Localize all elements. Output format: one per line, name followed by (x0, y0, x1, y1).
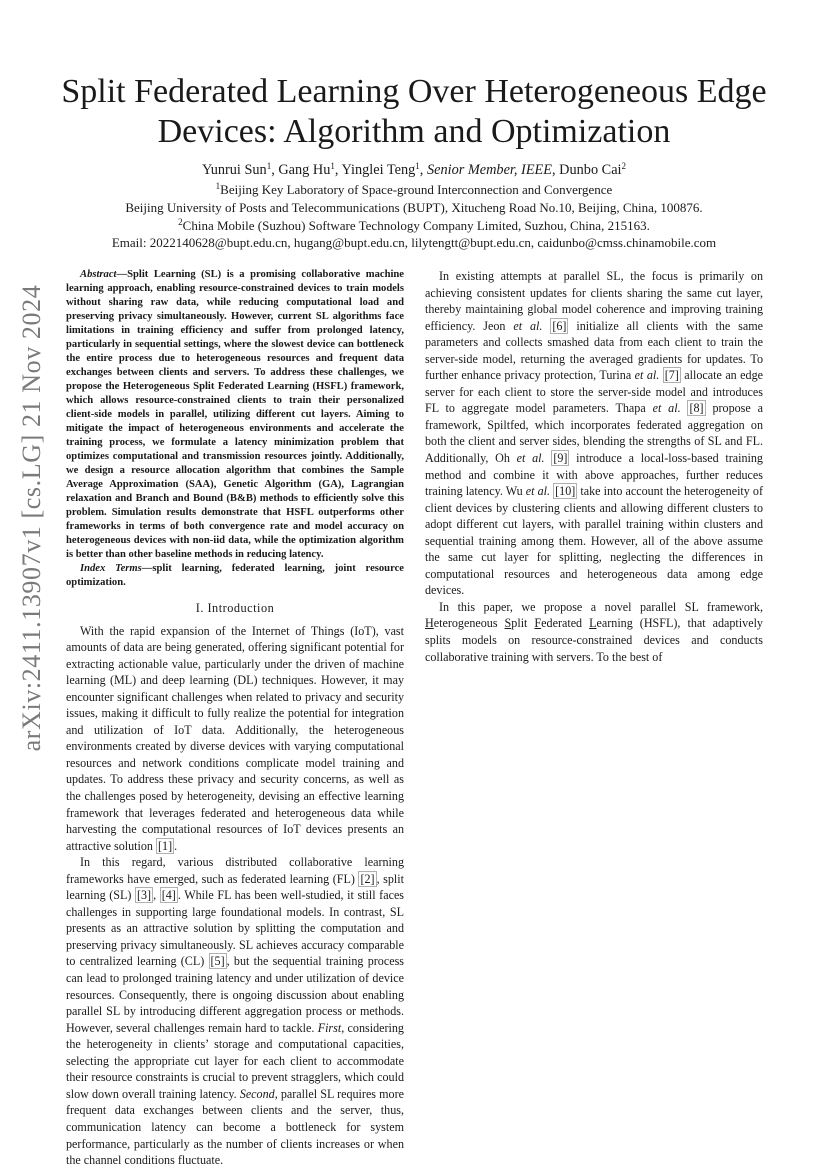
paper-title: Split Federated Learning Over Heterogeneous Edge Devices: Algorithm and Optimization (61, 73, 767, 150)
affiliation-marker: 2 (178, 217, 183, 227)
affiliation-2 (40, 217, 788, 234)
citation-link[interactable]: [7] (664, 368, 679, 383)
affiliation-1 (40, 181, 788, 198)
author-membership: Senior Member, IEEE (426, 162, 553, 178)
affiliation-marker: 1 (415, 161, 420, 171)
citation-link[interactable]: [9] (553, 451, 568, 466)
citation-link[interactable]: [10] (555, 484, 576, 499)
citation-link[interactable]: [1] (158, 838, 173, 853)
paragraph: With the rapid expansion of the Internet of Things (IoT), vast amounts of data are being generated, offering significant potential for extracting actionable value, particularly under the driven of machine learning (ML) and deep learning (DL) techniques. However, it may encounter significant challenges when related to privacy and security issues, making it difficult to fully realize the potential for integration and utilization of IoT data. Additionally, the heterogeneous environments created by diverse devices with varying computational resources and network conditions complicate model training and updates. To address these privacy and security concerns, as well as the challenges posed by heterogeneity, devising an effective learning framework that leverages federated and heterogeneous data while harvesting the computational resources of IoT devices presents an attractive solution [1] . (66, 623, 404, 853)
author-name: Yinglei Teng (341, 162, 416, 178)
author-name: Yunrui Sun (201, 162, 267, 178)
arxiv-sidebar-stamp (13, 276, 51, 760)
affiliation-marker: 1 (215, 181, 221, 191)
author-list: Yunrui Sun$^1$, Gang Hu$^1$, Yinglei Teng$^1$, Senior Member, IEEE, Dunbo Cai$^2$ (201, 161, 627, 178)
affiliation-text: Beijing Key Laboratory of Space-ground Interconnection and Convergence (220, 182, 613, 197)
abstract (66, 268, 404, 562)
citation-link[interactable]: [3] (136, 888, 152, 903)
paragraph: In this regard, various distributed collaborative learning frameworks have emerged, such as federated learning (FL) [2] , split learning (SL) [3] , [4] . While FL has been well-studied, it still faces challenges in supporting large foundational models. In contrast, SL presents as an attractive solution by splitting the computation and preserving privacy simultaneously. SL achieves accuracy comparable to centralized learning (CL) [5] , but the sequential training process can lead to prolonged training latency and under utilization of device resources. Consequently, there is ongoing discussion about enabling parallel SL by introducing different aggregation process or methods. However, several challenges remain hard to tackle. First, considering the heterogeneity in clients’ storage and computational capacities, selecting the appropriate cut layer for each client to accommodate their resource constraints is crucial to prevent stragglers, which could slow down overall training latency. Second, parallel SL requires more frequent data exchanges between clients and the server, thus, communication latency can become a bottleneck for system performance, particularly as the number of clients increases or when the channel conditions fluctuate. (66, 855, 405, 1168)
right-column (425, 268, 763, 665)
affiliation-marker: 1 (266, 161, 272, 171)
paragraph: In this paper, we propose a novel parallel SL framework, Heterogeneous Split Federated Learning (HSFL), that adaptively splits models on resource-constrained devices and conducts collaborative training with servers. To the best of (425, 599, 763, 664)
abstract-label: Abstract (80, 269, 117, 280)
citation-link[interactable]: [6] (552, 318, 567, 333)
citation-link[interactable]: [2] (360, 871, 375, 886)
left-column (66, 268, 404, 1169)
section-heading-introduction: I. Introduction (195, 601, 275, 615)
citation-link[interactable]: [8] (689, 401, 704, 416)
index-terms-text: —split learning, federated learning, joint resource optimization. (66, 563, 404, 588)
index-terms-label: Index Terms (80, 563, 142, 574)
author-name: Dunbo Cai (559, 162, 622, 178)
index-terms (66, 562, 404, 590)
affiliation-marker: 2 (621, 161, 627, 171)
citation-link[interactable]: [5] (210, 954, 225, 969)
abstract-text: —Split Learning (SL) is a promising collaborative machine learning approach, enabling resource-constrained devices to train models without sharing raw data, while reducing computational load and preserving privacy simultaneously. However, current SL algorithms face limitations in training efficiency and suffer from prolonged latency, particularly in sequential settings, where the slowest device can bottleneck the entire process due to heterogeneous resources and frequent data exchanges between clients and servers. To address these challenges, we propose the Heterogeneous Split Federated Learning (HSFL) framework, which allows resource-constrained clients to train their personalized client-side models in parallel, utilizing different cut layers. Aiming to mitigate the impact of heterogeneous environments and accelerate the training process, we formulate a latency minimization problem that optimizes computational and transmission resources jointly. Additionally, we design a resource allocation algorithm that combines the Sample Average Approximation (SAA), Genetic Algorithm (GA), Lagrangian relaxation and Branch and Bound (B&B) methods to efficiently solve this problem. Simulation results demonstrate that HSFL outperforms other frameworks in terms of both convergence rate and model accuracy on heterogeneous devices with non-iid data, while the optimization algorithm is better than other baseline methods in reducing latency. (66, 269, 404, 560)
arxiv-identifier: arXiv:2411.13907v1 [cs.LG] 21 Nov 2024 (17, 284, 46, 752)
author-emails: Email: 2022140628@bupt.edu.cn, hugang@bupt.edu.cn, lilytengtt@bupt.edu.cn, caidunbo@cmss.chinamobile.com (111, 235, 717, 250)
author-name: Gang Hu (278, 162, 331, 178)
affiliation-text: China Mobile (Suzhou) Software Technology Company Limited, Suzhou, China, 215163. (182, 218, 650, 233)
paragraph: In existing attempts at parallel SL, the focus is primarily on achieving consistent updates for clients sharing the same cut layer, thereby maintaining global model coherence and improving training efficiency. Jeon et al. [6] initialize all clients with the same parameters and collects smashed data from each client to train the server-side model, returning the averaged gradients for updates. To further enhance privacy protection, Turina et al. [7] allocate an edge server for each client to store the server-side model and introduces FL to aggregate model parameters. Thapa et al. [8] propose a framework, Spiltfed, which incorporates federated aggregation on both the client and server sides, blending the strengths of SL and FL. Additionally, Oh et al. [9] introduce a local-loss-based training method and combine it with above approaches, further reduces training latency. Wu et al. [10] take into account the heterogeneity of client devices by clustering clients and allowing different clusters to adopt different cut layers, with parallel training within clusters and sequential training among them. However, all of the above assume the same cut layer for splitting, neglecting the differences in computational resources and heterogeneous data among edge devices. (425, 269, 764, 598)
citation-link[interactable]: [4] (161, 888, 176, 903)
affiliation-1-address: Beijing University of Posts and Telecommunications (BUPT), Xitucheng Road No.10, Beijing, China, 100876. (125, 200, 703, 215)
affiliation-marker: 1 (330, 161, 335, 171)
